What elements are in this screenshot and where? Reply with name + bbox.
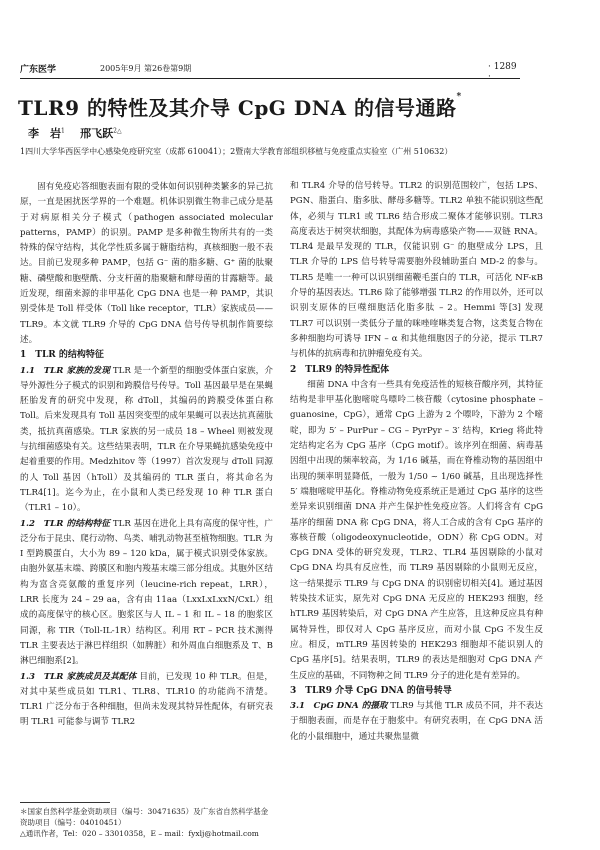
author-2: 邢飞跃 [80, 127, 114, 140]
section-3-heading: 3 TLR9 介导 CpG DNA 的信号转导 [290, 685, 452, 696]
section-1-3-heading: 1.3 TLR 家族成员及其配体 [20, 671, 137, 682]
section-2-heading: 2 TLR9 的特异性配体 [290, 364, 390, 375]
title-footnote-mark: * [456, 92, 462, 102]
section-3-1-heading: 3.1 CpG DNA 的摄取 [290, 701, 388, 712]
article-title [18, 92, 462, 121]
section-1-2-heading: 1.2 TLR 的结构特征 [20, 518, 111, 529]
page-header [20, 62, 520, 82]
header-divider [20, 78, 520, 79]
footnote-funding: ＊国家自然科学基金资助项目（编号：30471635）及广东省自然科学基金资助项目（编号：04010451） [20, 807, 269, 827]
section-1-3-text: 目前，已发现 10 种 TLR。但是，对其中某些成员如 TLR1、TLR8、TLR10 的功能尚不清楚。TLR1 广泛分布于各种细胞，但尚未发现其特异性配体，有研究表明 TLR1 可能参与调节 TLR2 [20, 671, 273, 728]
section-1-1-heading: 1.1 TLR 家族的发现 [20, 365, 111, 376]
title-text: TLR9 的特性及其介导 CpG DNA 的信号通路 [18, 96, 457, 120]
journal-name: 广东医学 [20, 65, 57, 75]
page-number: · 1289 · [488, 62, 517, 82]
author-2-sup: 2△ [113, 127, 122, 135]
section-1-2-text: TLR 基因在进化上具有高度的保守性，广泛分布于昆虫、爬行动物、鸟类、哺乳动物甚至植物细胞。TLR 为 I 型跨膜蛋白，大小为 89 – 120 kDa，属于模式识别受体家族。由胞外氨基末端、跨膜区和胞内羧基末端三部分组成。其胞外区结构为富含亮氨酸的重复序列（leucine-rich repeat，LRR），LRR 长度为 24 – 29 aa，含有由 11aa（LxxLxLxxN/CxL）组成的高度保守的核心区。胞浆区与人 IL – 1 和 IL – 18 的胞浆区同源，称 TIR（Toll-IL-1R）结构区。利用 RT – PCR 技术测得 TLR 主要表达于淋巴样组织（如脾脏）和外周血白细胞系及 T、B 淋巴细胞系[2]。 [20, 518, 273, 667]
continued-paragraph: 和 TLR4 介导的信号转导。TLR2 的识别范围较广，包括 LPS、PGN、脂蛋白、脂多肽、酵母多糖等。TLR2 单独不能识别这些配体，必须与 TLR1 或 TLR6 结合形成二聚体才能够识别。TLR3 高度表达于树突状细胞，其配体为病毒感染产物——双链 RNA。TLR4 是最早发现的 TLR，仅能识别 G⁻ 的胞壁成分 LPS，且 TLR 介导的 LPS 信号转导需要胞外段辅助蛋白 MD-2 的参与。TLR5 是唯一一种可以识别细菌鞭毛蛋白的 TLR，可活化 NF-κB 介导的基因表达。TLR6 除了能够增强 TLR2 的作用以外，还可以识别支原体的巨噬细胞活化脂多肽 – 2。Hemmi 等[3] 发现 TLR7 可以识别一类低分子量的咪唑喹啉类复合物，这类复合物在多种细胞均可诱导 IFN – α 和其他细胞因子的分泌，提示 TLR7 与机体的抗病毒和抗肿瘤免疫有关。 [290, 181, 543, 360]
section-2-paragraph: 细菌 DNA 中含有一些具有免疫活性的短核苷酸序列，其特征结构是非甲基化胞嘧啶鸟嘌呤二核苷酸（cytosine phosphate – guanosine，CpG），通常 CpG 上游为 2 个嘌呤，下游为 2 个嘧啶，即为 5′ – PurPur – CG – PyrPyr – 3′ 结构，Krieg 将此特定结构定名为 CpG 基序（CpG motif）。该序列在细菌、病毒基因组中出现的频率较高，为 1/16 碱基，而在脊椎动物的基因组中出现的频率明显降低，一般为 1/50 ~ 1/60 碱基，且出现选择性 5′ 端胞嘧啶甲基化。脊椎动物免疫系统正是通过 CpG 基序的这些差异来识别细菌 DNA 并产生保护性免疫应答。人们将含有 CpG 基序的细菌 DNA 称 CpG DNA，将人工合成的含有 CpG 基序的寡核苷酸（oligodeoxynucleotide，ODN）称 CpG ODN。对 CpG DNA 受体的研究发现，TLR2、TLR4 基因剔除的小鼠对 CpG DNA 均具有反应性，而 TLR9 基因剔除的小鼠则无反应，这一结果提示 TLR9 与 CpG DNA 的识别密切相关[4]。通过基因转染技术证实，原先对 CpG DNA 无反应的 HEK293 细胞，经 hTLR9 基因转染后，对 CpG DNA 产生应答，且这种反应具有种属特异性，即仅对人 CpG 基序反应，而对小鼠 CpG 不发生反应。相反，mTLR9 基因转染的 HEK293 细胞却不能识别人的 CpG 基序[5]。结果表明，TLR9 的表达是细胞对 CpG DNA 产生反应的基础，不同物种之间 TLR9 分子的进化是有差异的。 [290, 379, 543, 681]
section-3-1-text: TLR9 与其他 TLR 成员不同，并不表达于细胞表面，而是存在于胞浆中。有研究表明，在 CpG DNA 活化的小鼠细胞中，通过共聚焦显微 [290, 701, 543, 742]
footnote-divider [20, 802, 110, 803]
footnotes [20, 806, 273, 839]
author-1-sup: 1 [61, 127, 65, 135]
footnote-contact: △通讯作者，Tel：020 – 33010358，E – mail：fyxlj@hotmail.com [20, 829, 259, 838]
intro-paragraph: 固有免疫応答细胞表面有限的受体如何识别种类繁多的异己抗原，一直是困扰医学界的一个难题。机体识别微生物非己成分是基于对病原相关分子模式（pathogen associated molecular patterns，PAMP）的识别。PAMP 是多种微生物所共有的一类特殊的保守结构，其化学性质多属于糖脂结构，真核细胞一般不表达。目前已发现多种 PAMP，包括 G⁻ 菌的脂多糖、G⁺ 菌的肽聚糖、磷壁酸和胞壁酰、分支杆菌的脂聚糖和酵母菌的甘露糖等。最近发现，细菌来源的非甲基化 CpG DNA 也是一种 PAMP，其识别受体是 Toll 样受体（Toll like receptor，TLR）家族成员——TLR9。本文就 TLR9 介导的 CpG DNA 信号传导机制作简要综述。 [20, 182, 273, 345]
left-column [20, 180, 273, 731]
section-1-heading: 1 TLR 的结构特征 [20, 350, 104, 361]
author-line [28, 125, 122, 141]
section-1-1-text: TLR 是一个新型的细胞受体蛋白家族，介导外源性分子模式的识别和跨膜信号传导。Toll 基因最早是在果蝇胚胎发育的研究中发现，称 dToll，其编码的跨膜受体蛋白称 Toll。后来发现具有 Toll 基因突变型的成年果蝇可以表达抗真菌肽类，抵抗真菌感染。TLR 家族的另一成员 18 – Wheel 则被发现与抗细菌感染有关。这些结果表明，TLR 在介导果蝇抗感染免疫中起着重要的作用。Medzhitov 等（1997）首次发现与 dToll 同源的人 Toll 基因（hToll）及其编码的 TLR 蛋白，将其命名为 TLR4[1]。迄今为止，在小鼠和人类已经发现 10 种 TLR 蛋白（TLR1 – 10）。 [20, 365, 273, 514]
issue-info: 2005年9月 第26卷第9期 [100, 64, 192, 73]
author-1: 李 岩 [28, 127, 61, 140]
affiliation: 1四川大学华西医学中心感染免疫研究室（成都 610041）；2暨南大学教育部组织移植与免疫重点实验室（广州 510632） [20, 147, 453, 156]
right-column [290, 179, 543, 745]
